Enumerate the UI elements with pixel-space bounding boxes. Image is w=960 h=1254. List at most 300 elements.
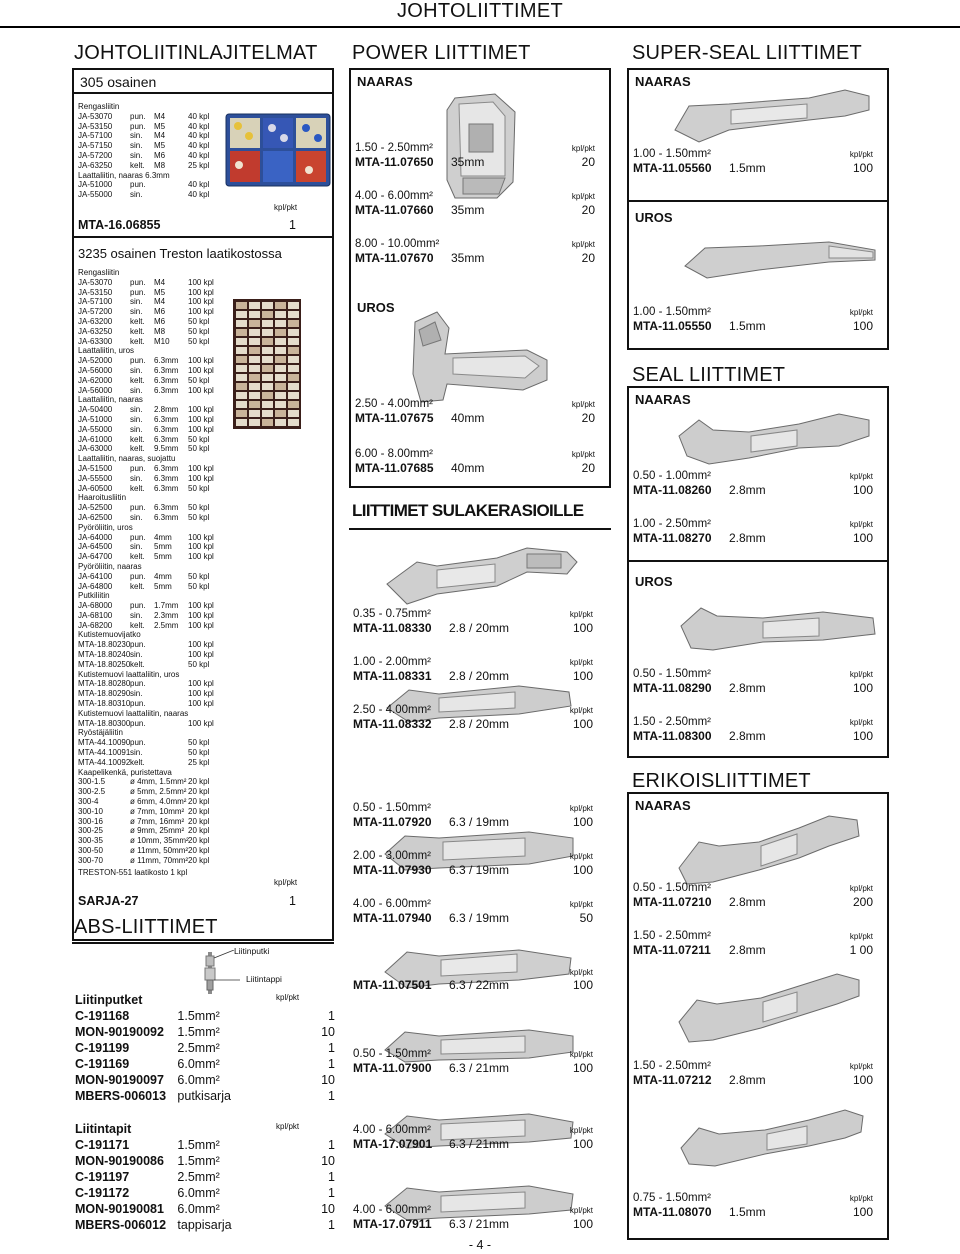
list-cell: ø 7mm, 16mm² xyxy=(130,816,185,826)
part-qty: 1 xyxy=(328,1089,335,1103)
list-cell: 100 kpl xyxy=(188,277,214,287)
list-cell: sin. xyxy=(130,307,143,317)
part-row xyxy=(75,1008,335,1024)
list-cell: JA-55000 xyxy=(78,190,113,200)
list-cell xyxy=(154,190,188,200)
part-code: MON-90190086 xyxy=(75,1154,164,1168)
list-cell: sin. xyxy=(130,131,143,141)
product-dim: 35mm xyxy=(451,251,485,265)
list-cell: MTA-18.80250 xyxy=(78,659,131,669)
list-cell: ø 11mm, 70mm² xyxy=(130,855,189,865)
entry-bottom xyxy=(633,943,873,957)
power-uros-label: UROS xyxy=(357,300,395,315)
entry-bottom xyxy=(355,461,595,475)
list-cell: 25 kpl xyxy=(188,757,210,767)
list-group-heading: Kutistemuovi laattaliitin, uros xyxy=(78,669,180,679)
product-qty: 200 xyxy=(852,895,873,909)
list-cell: ø 9mm, 25mm² xyxy=(130,826,185,836)
list-item xyxy=(78,758,228,768)
list-cell: JA-63200 xyxy=(78,316,113,326)
kpl-label: kpl/pkt xyxy=(569,706,593,715)
entry-bottom xyxy=(633,483,873,497)
list-cell: JA-50400 xyxy=(78,405,113,415)
list-cell: JA-62000 xyxy=(78,375,113,385)
part-size: 2.5mm² xyxy=(177,1170,220,1184)
product-entry xyxy=(633,882,873,909)
list-group-heading: Laattaliitin, uros xyxy=(78,346,135,356)
col1-title: JOHTOLIITINLAJITELMAT xyxy=(74,42,318,64)
list-cell: kelt. xyxy=(130,336,145,346)
list-cell: sin. xyxy=(130,610,143,620)
entry-top xyxy=(355,142,595,154)
entry-bottom xyxy=(633,729,873,743)
drawer xyxy=(249,338,260,345)
product-dim: 6.3 / 19mm xyxy=(449,863,510,877)
list-group-heading: Kutistemuovijatko xyxy=(78,630,141,640)
list-item xyxy=(78,856,228,866)
list-item xyxy=(78,366,228,376)
list-group-heading: Rengasliitin xyxy=(78,102,120,111)
wire-size: 0.35 - 0.75mm² xyxy=(353,608,431,620)
list-cell: JA-55500 xyxy=(78,473,113,483)
part-code: C-191171 xyxy=(75,1138,130,1152)
drawer xyxy=(275,356,286,363)
drawer xyxy=(275,365,286,372)
product-dim: 35mm xyxy=(451,203,485,217)
list-cell: M6 xyxy=(154,150,166,160)
list-cell: sin. xyxy=(130,512,143,522)
list-cell xyxy=(154,787,188,797)
product-dim: 6.3 / 19mm xyxy=(449,815,510,829)
superseal-uros-label: UROS xyxy=(635,210,673,225)
product-dim: 6.3 / 21mm xyxy=(449,1061,510,1075)
list-cell xyxy=(154,640,188,650)
product-code: MTA-11.07210 xyxy=(633,895,712,909)
list-item xyxy=(78,699,228,709)
product-code: MTA-11.07930 xyxy=(353,863,432,877)
drawer xyxy=(262,392,273,399)
superseal-panel xyxy=(627,68,889,350)
label-liitintappi: Liitintappi xyxy=(246,974,282,984)
kpl-label: kpl/pkt xyxy=(569,900,593,909)
list-cell: kelt. xyxy=(130,552,145,562)
list-cell xyxy=(154,826,188,836)
drawer xyxy=(275,320,286,327)
list-item xyxy=(78,444,228,454)
drawer xyxy=(288,374,299,381)
entry-top xyxy=(633,306,873,318)
list-group-heading: Kaapelikenkä, puristettava xyxy=(78,767,172,777)
entry-bottom xyxy=(353,621,593,635)
list-cell: MTA-44.10091 xyxy=(78,748,131,758)
list-cell: 50 kpl xyxy=(188,512,210,522)
drawer xyxy=(275,311,286,318)
list-cell: 9.5mm xyxy=(154,444,179,454)
list-group-heading: Pyöröliitin, uros xyxy=(78,522,133,532)
entry-top xyxy=(353,656,593,668)
list-cell: 20 kpl xyxy=(188,806,210,816)
kpl-label: kpl/pkt xyxy=(849,1062,873,1071)
wire-size: 2.00 - 3.00mm² xyxy=(353,850,431,862)
superseal-male-image xyxy=(679,230,879,282)
list-item xyxy=(78,826,228,836)
list-cell: M6 xyxy=(154,316,166,326)
entry-bottom xyxy=(355,411,595,425)
label-liitinputki: Liitinputki xyxy=(234,946,270,956)
list-cell: 100 kpl xyxy=(188,699,214,709)
list-cell: ø 6mm, 4.0mm² xyxy=(130,797,187,807)
kpl-label: kpl/pkt xyxy=(849,1194,873,1203)
list-cell: JA-63250 xyxy=(78,160,113,170)
box1-code: MTA-16.06855 xyxy=(78,218,161,232)
entry-top xyxy=(633,518,873,530)
entry-bottom xyxy=(633,681,873,695)
wire-size: 1.50 - 2.50mm² xyxy=(633,1060,711,1072)
treston-line: TRESTON-551 laatikosto 1 kpl xyxy=(78,868,188,877)
product-entry xyxy=(633,470,873,497)
part-qty: 1 xyxy=(328,1186,335,1200)
power-panel xyxy=(349,68,611,488)
part-size: 1.5mm² xyxy=(177,1009,220,1023)
list-item xyxy=(78,582,228,592)
wire-size: 1.50 - 2.50mm² xyxy=(633,930,711,942)
product-qty: 20 xyxy=(581,203,595,217)
list-cell xyxy=(154,738,188,748)
list-cell: 100 kpl xyxy=(188,542,214,552)
entry-top xyxy=(633,668,873,680)
list-cell: 20 kpl xyxy=(188,787,210,797)
product-dim: 2.8mm xyxy=(729,483,766,497)
part-code: C-191172 xyxy=(75,1186,130,1200)
list-item xyxy=(78,640,228,650)
entry-top xyxy=(353,1124,593,1136)
product-dim: 1.5mm xyxy=(729,161,766,175)
product-code: MTA-11.05550 xyxy=(633,319,712,333)
entry-bottom xyxy=(353,1061,593,1075)
product-code: MTA-11.07940 xyxy=(353,911,432,925)
list-cell xyxy=(154,807,188,817)
product-dim: 2.8 / 20mm xyxy=(449,669,510,683)
list-cell xyxy=(154,660,188,670)
part-qty: 1 xyxy=(328,1170,335,1184)
entry-bottom xyxy=(633,895,873,909)
product-qty: 100 xyxy=(852,1073,873,1087)
part-qty: 10 xyxy=(321,1154,335,1168)
title-rule xyxy=(0,26,960,28)
list-item xyxy=(78,386,228,396)
list-cell: kelt. xyxy=(130,659,145,669)
wire-size: 0.50 - 1.50mm² xyxy=(633,882,711,894)
product-qty: 100 xyxy=(572,717,593,731)
entry-bottom xyxy=(633,1073,873,1087)
list-cell: 300-10 xyxy=(78,806,103,816)
kpl-label: kpl/pkt xyxy=(569,1126,593,1135)
list-item xyxy=(78,190,228,200)
drawer xyxy=(236,401,247,408)
list-cell: JA-51000 xyxy=(78,180,113,190)
list-item xyxy=(78,738,228,748)
product-qty: 20 xyxy=(581,411,595,425)
list-cell: pun. xyxy=(130,679,146,689)
product-dim: 2.8mm xyxy=(729,943,766,957)
list-cell: 100 kpl xyxy=(188,532,214,542)
product-dim: 6.3 / 19mm xyxy=(449,911,510,925)
page-number: - 4 - xyxy=(468,1238,492,1252)
drawer xyxy=(249,374,260,381)
list-cell: M6 xyxy=(154,307,166,317)
wire-size: 0.50 - 1.50mm² xyxy=(353,802,431,814)
list-group-heading: Laattaliitin, naaras 6.3mm xyxy=(78,170,170,180)
list-item xyxy=(78,288,228,298)
list-cell: 4mm xyxy=(154,532,172,542)
list-item xyxy=(78,679,228,689)
list-cell: 100 kpl xyxy=(188,463,214,473)
list-cell: 300-16 xyxy=(78,816,103,826)
drawer xyxy=(262,329,273,336)
list-cell: 50 kpl xyxy=(188,503,210,513)
kpl-label: kpl/pkt xyxy=(849,884,873,893)
list-cell xyxy=(154,748,188,758)
kpl-label: kpl/pkt xyxy=(571,144,595,153)
drawer xyxy=(236,392,247,399)
product-entry xyxy=(633,930,873,957)
drawer xyxy=(236,338,247,345)
list-cell: JA-64100 xyxy=(78,571,113,581)
list-cell xyxy=(154,679,188,689)
list-cell: M5 xyxy=(154,287,166,297)
product-entry xyxy=(355,448,595,475)
assortment-panel xyxy=(72,68,334,941)
list-cell: ø 5mm, 2.5mm² xyxy=(130,787,187,797)
list-cell: 6.3mm xyxy=(154,385,179,395)
part-code: C-191169 xyxy=(75,1057,130,1071)
kpl-label: kpl/pkt xyxy=(569,968,593,977)
drawer xyxy=(249,329,260,336)
tapit-kpl: kpl/pkt xyxy=(276,1122,300,1131)
entry-bottom xyxy=(633,161,873,175)
wire-size: 1.50 - 2.50mm² xyxy=(355,142,433,154)
product-code: MTA-11.07501 xyxy=(353,978,432,992)
list-cell: kelt. xyxy=(130,434,145,444)
abs-connector-image xyxy=(180,950,240,996)
list-cell: pun. xyxy=(130,571,146,581)
list-cell: MTA-44.10092 xyxy=(78,757,131,767)
assortment-box-image xyxy=(224,110,334,190)
list-cell: ø 11mm, 50mm² xyxy=(130,846,189,856)
drawer xyxy=(288,365,299,372)
list-cell: JA-57100 xyxy=(78,297,113,307)
list-group-heading: Haaroitusliitin xyxy=(78,493,127,503)
list-group-heading: Ryöstäjäliitin xyxy=(78,728,123,738)
list-cell: M8 xyxy=(154,160,166,170)
list-cell: JA-57100 xyxy=(78,131,113,141)
product-code: MTA-11.07211 xyxy=(633,943,711,957)
list-cell: 300-2.5 xyxy=(78,787,106,797)
list-cell: pun. xyxy=(130,640,146,650)
seal-title: SEAL LIITTIMET xyxy=(632,364,786,386)
drawer xyxy=(288,410,299,417)
list-cell: M8 xyxy=(154,326,166,336)
product-dim: 6.3 / 21mm xyxy=(449,1137,510,1151)
list-cell: 300-1.5 xyxy=(78,777,106,787)
drawer xyxy=(236,320,247,327)
entry-top xyxy=(633,1060,873,1072)
product-qty: 100 xyxy=(852,161,873,175)
list-cell: kelt. xyxy=(130,483,145,493)
list-cell: kelt. xyxy=(130,757,145,767)
list-cell: 100 kpl xyxy=(188,365,214,375)
list-item xyxy=(78,112,228,122)
list-cell: sin. xyxy=(130,385,143,395)
entry-bottom xyxy=(633,319,873,333)
list-cell: 50 kpl xyxy=(188,316,210,326)
product-qty: 100 xyxy=(852,531,873,545)
product-qty: 20 xyxy=(581,155,595,169)
list-item xyxy=(78,415,228,425)
list-cell: M10 xyxy=(154,336,170,346)
list-cell: 6.3mm xyxy=(154,424,179,434)
list-cell: MTA-44.10090 xyxy=(78,738,131,748)
drawer xyxy=(262,401,273,408)
list-item xyxy=(78,484,228,494)
list-item xyxy=(78,131,228,141)
list-cell: 6.3mm xyxy=(154,463,179,473)
product-dim: 40mm xyxy=(451,411,485,425)
list-cell: 6.3mm xyxy=(154,365,179,375)
product-qty: 100 xyxy=(852,319,873,333)
list-cell: 40 kpl xyxy=(188,150,210,160)
wire-size: 1.00 - 1.50mm² xyxy=(633,148,711,160)
part-qty: 1 xyxy=(328,1138,335,1152)
part-row xyxy=(75,1040,335,1056)
fuse-terminal-image-1 xyxy=(377,538,587,612)
kpl-label: kpl/pkt xyxy=(569,658,593,667)
drawer xyxy=(236,329,247,336)
entry-bottom xyxy=(633,1205,873,1219)
part-code: MON-90190081 xyxy=(75,1202,164,1216)
part-size: 2.5mm² xyxy=(177,1041,220,1055)
list-cell: 2.5mm xyxy=(154,620,179,630)
product-qty: 100 xyxy=(572,815,593,829)
list-cell: 20 kpl xyxy=(188,836,210,846)
list-cell: 50 kpl xyxy=(188,738,210,748)
sula-panel xyxy=(349,528,611,1240)
entry-top xyxy=(633,930,873,942)
wire-size: 0.50 - 1.00mm² xyxy=(633,470,711,482)
drawer xyxy=(236,311,247,318)
list-cell: 20 kpl xyxy=(188,797,210,807)
list-item xyxy=(78,161,228,171)
list-cell: JA-51500 xyxy=(78,463,113,473)
product-entry xyxy=(633,716,873,743)
list-cell: 300-4 xyxy=(78,797,99,807)
wire-size: 4.00 - 6.00mm² xyxy=(353,1124,431,1136)
entry-bottom xyxy=(355,155,595,169)
drawer xyxy=(262,320,273,327)
product-code: MTA-11.07685 xyxy=(355,461,434,475)
product-code: MTA-11.08330 xyxy=(353,621,432,635)
list-cell: 40 kpl xyxy=(188,131,210,141)
list-item xyxy=(78,533,228,543)
list-cell: 50 kpl xyxy=(188,483,210,493)
list-cell: sin. xyxy=(130,424,143,434)
product-dim: 1.5mm xyxy=(729,1205,766,1219)
list-item xyxy=(78,474,228,484)
list-group-heading: Pyöröliitin, naaras xyxy=(78,561,142,571)
box1-list xyxy=(78,102,228,200)
list-cell: pun. xyxy=(130,532,146,542)
product-dim: 1.5mm xyxy=(729,319,766,333)
list-cell: 6.3mm xyxy=(154,375,179,385)
drawer xyxy=(275,392,286,399)
drawer xyxy=(288,311,299,318)
list-cell: 4mm xyxy=(154,571,172,581)
list-cell: JA-60500 xyxy=(78,483,113,493)
list-cell: 25 kpl xyxy=(188,160,210,170)
list-cell: 6.3mm xyxy=(154,414,179,424)
list-cell: 2.3mm xyxy=(154,610,179,620)
list-item xyxy=(78,297,228,307)
list-cell: 100 kpl xyxy=(188,307,214,317)
list-item xyxy=(78,327,228,337)
part-qty: 10 xyxy=(321,1025,335,1039)
part-row xyxy=(75,1217,335,1233)
product-qty: 100 xyxy=(852,681,873,695)
list-cell: kelt. xyxy=(130,581,145,591)
list-cell: pun. xyxy=(130,121,146,131)
list-cell: 100 kpl xyxy=(188,385,214,395)
product-code: MTA-11.08270 xyxy=(633,531,712,545)
superseal-female-image xyxy=(669,86,879,146)
list-item xyxy=(78,337,228,347)
drawer xyxy=(249,410,260,417)
list-cell: 100 kpl xyxy=(188,473,214,483)
list-cell: 50 kpl xyxy=(188,336,210,346)
wire-size: 4.00 - 6.00mm² xyxy=(353,898,431,910)
part-size: putkisarja xyxy=(177,1089,231,1103)
list-cell: JA-62500 xyxy=(78,512,113,522)
list-cell: ø 4mm, 1.5mm² xyxy=(130,777,187,787)
drawer xyxy=(262,365,273,372)
list-cell: 40 kpl xyxy=(188,180,210,190)
list-cell: JA-64700 xyxy=(78,552,113,562)
list-cell: JA-63250 xyxy=(78,326,113,336)
list-item xyxy=(78,689,228,699)
list-item xyxy=(78,797,228,807)
drawer-cabinet-image xyxy=(232,298,302,430)
entry-top xyxy=(353,802,593,814)
list-cell xyxy=(154,650,188,660)
part-qty: 10 xyxy=(321,1202,335,1216)
drawer xyxy=(236,419,247,426)
list-cell: pun. xyxy=(130,503,146,513)
entry-bottom xyxy=(353,1217,593,1231)
product-dim: 35mm xyxy=(451,155,485,169)
list-cell: 100 kpl xyxy=(188,620,214,630)
list-cell: JA-53150 xyxy=(78,121,113,131)
list-cell: JA-68100 xyxy=(78,610,113,620)
erikois-title: ERIKOISLIITTIMET xyxy=(632,770,811,792)
product-entry xyxy=(353,656,593,683)
entry-top xyxy=(353,968,593,977)
drawer xyxy=(249,392,260,399)
list-cell: 6.3mm xyxy=(154,356,179,366)
drawer xyxy=(275,338,286,345)
entry-top xyxy=(355,448,595,460)
part-row xyxy=(75,1169,335,1185)
entry-bottom xyxy=(353,911,593,925)
list-cell: sin. xyxy=(130,150,143,160)
